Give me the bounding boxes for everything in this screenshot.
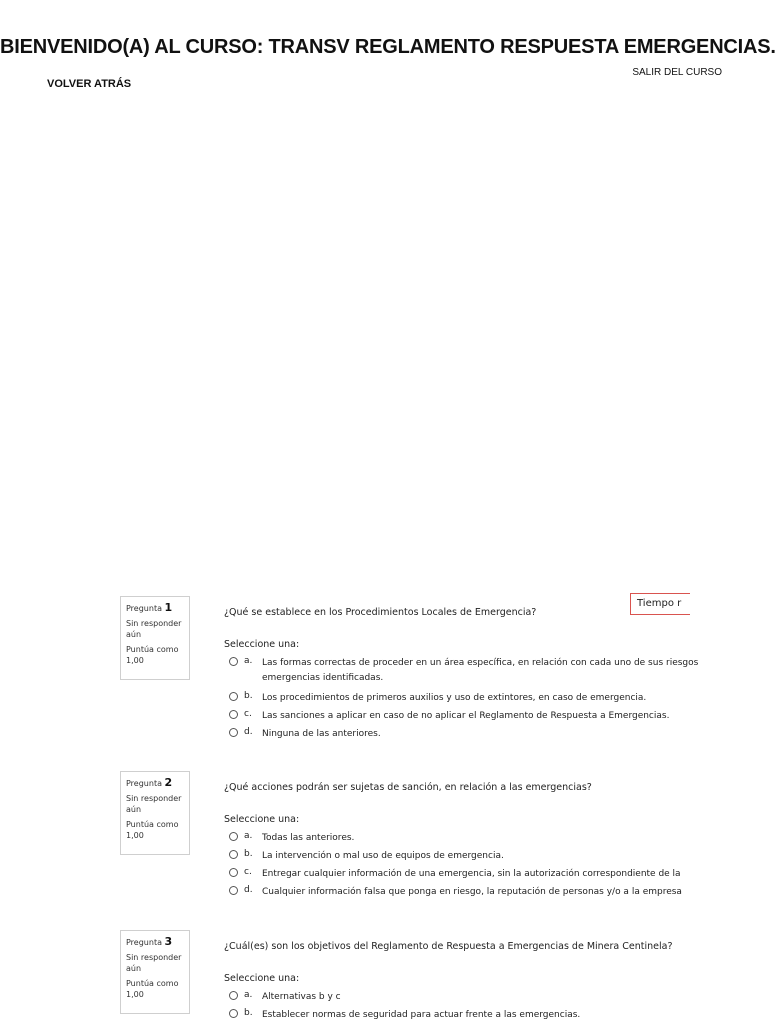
question-grade: 1,00 — [126, 990, 144, 999]
radio-button[interactable] — [229, 692, 238, 701]
answer-text: La intervención o mal uso de equipos de emergencia. — [262, 851, 504, 861]
question-grade-label: Puntúa como — [126, 979, 179, 988]
answer-letter: b. — [244, 691, 253, 701]
question-number-label: Pregunta — [126, 779, 162, 788]
answer-letter: d. — [244, 885, 253, 895]
answer-letter: b. — [244, 849, 253, 859]
answer-option[interactable] — [226, 884, 682, 902]
answer-letter: c. — [244, 709, 252, 719]
quiz-embed — [110, 585, 699, 1024]
answer-option[interactable] — [226, 866, 681, 884]
answer-option[interactable] — [226, 655, 699, 690]
answer-letter: b. — [244, 1008, 253, 1018]
answer-text: Los procedimientos de primeros auxilios y uso de extintores, en caso de emergencia. — [262, 693, 647, 703]
question-number: 1 — [164, 601, 173, 614]
question-text: ¿Qué se establece en los Procedimientos Locales de Emergencia? — [224, 607, 537, 618]
radio-button[interactable] — [229, 710, 238, 719]
radio-button[interactable] — [229, 832, 238, 841]
answer-text: Alternativas b y c — [262, 992, 341, 1002]
question-state: Sin responder aún — [126, 953, 182, 973]
question-grade-label: Puntúa como — [126, 645, 179, 654]
question-number: 2 — [164, 776, 173, 789]
answer-letter: d. — [244, 727, 253, 737]
radio-button[interactable] — [229, 991, 238, 1000]
answer-letter: a. — [244, 831, 253, 841]
answer-option[interactable] — [226, 690, 676, 708]
answer-text: Todas las anteriores. — [262, 833, 355, 843]
answer-list — [226, 655, 699, 744]
answer-option[interactable] — [226, 989, 676, 1007]
answer-option[interactable] — [226, 726, 676, 744]
answer-prompt: Seleccione una: — [224, 973, 300, 984]
answer-text: Entregar cualquier información de una emergencia, sin la autorización correspondiente de la — [262, 869, 681, 879]
question-number: 3 — [164, 935, 173, 948]
radio-button[interactable] — [229, 868, 238, 877]
answer-letter: a. — [244, 656, 253, 666]
question-info — [120, 930, 190, 1014]
question-number-label: Pregunta — [126, 938, 162, 947]
radio-button[interactable] — [229, 850, 238, 859]
answer-option[interactable] — [226, 848, 676, 866]
answer-text: Las sanciones a aplicar en caso de no aplicar el Reglamento de Respuesta a Emergencias. — [262, 711, 670, 721]
timer-box: Tiempo r — [630, 593, 690, 615]
course-title: BIENVENIDO(A) AL CURSO: TRANSV REGLAMENTO RESPUESTA EMERGENCIAS. — [0, 36, 776, 58]
answer-prompt: Seleccione una: — [224, 639, 300, 650]
answer-text: Las formas correctas de proceder en un área específica, en relación con cada uno de sus riesgos emergencias identificadas. — [262, 658, 699, 683]
question-grade: 1,00 — [126, 831, 144, 840]
question-text: ¿Qué acciones podrán ser sujetas de sanción, en relación a las emergencias? — [224, 782, 592, 793]
question-info — [120, 596, 190, 680]
answer-list — [226, 989, 676, 1025]
radio-button[interactable] — [229, 728, 238, 737]
question-grade-label: Puntúa como — [126, 820, 179, 829]
question-grade: 1,00 — [126, 656, 144, 665]
question-text: ¿Cuál(es) son los objetivos del Reglamento de Respuesta a Emergencias de Minera Centinela? — [224, 941, 673, 952]
answer-text: Cualquier información falsa que ponga en riesgo, la reputación de personas y/o a la empresa — [262, 887, 682, 897]
question-number-label: Pregunta — [126, 604, 162, 613]
answer-option[interactable] — [226, 708, 676, 726]
exit-course-link[interactable]: SALIR DEL CURSO — [632, 67, 722, 78]
radio-button[interactable] — [229, 1009, 238, 1018]
answer-text: Ninguna de las anteriores. — [262, 729, 381, 739]
radio-button[interactable] — [229, 886, 238, 895]
answer-letter: c. — [244, 867, 252, 877]
question-state: Sin responder aún — [126, 619, 182, 639]
answer-letter: a. — [244, 990, 253, 1000]
answer-option[interactable] — [226, 830, 676, 848]
question-state: Sin responder aún — [126, 794, 182, 814]
back-link[interactable]: VOLVER ATRÁS — [47, 78, 132, 90]
question-info — [120, 771, 190, 855]
answer-option[interactable] — [226, 1007, 676, 1025]
radio-button[interactable] — [229, 657, 238, 666]
answer-list — [226, 830, 682, 902]
answer-text: Establecer normas de seguridad para actuar frente a las emergencias. — [262, 1010, 581, 1020]
answer-prompt: Seleccione una: — [224, 814, 300, 825]
